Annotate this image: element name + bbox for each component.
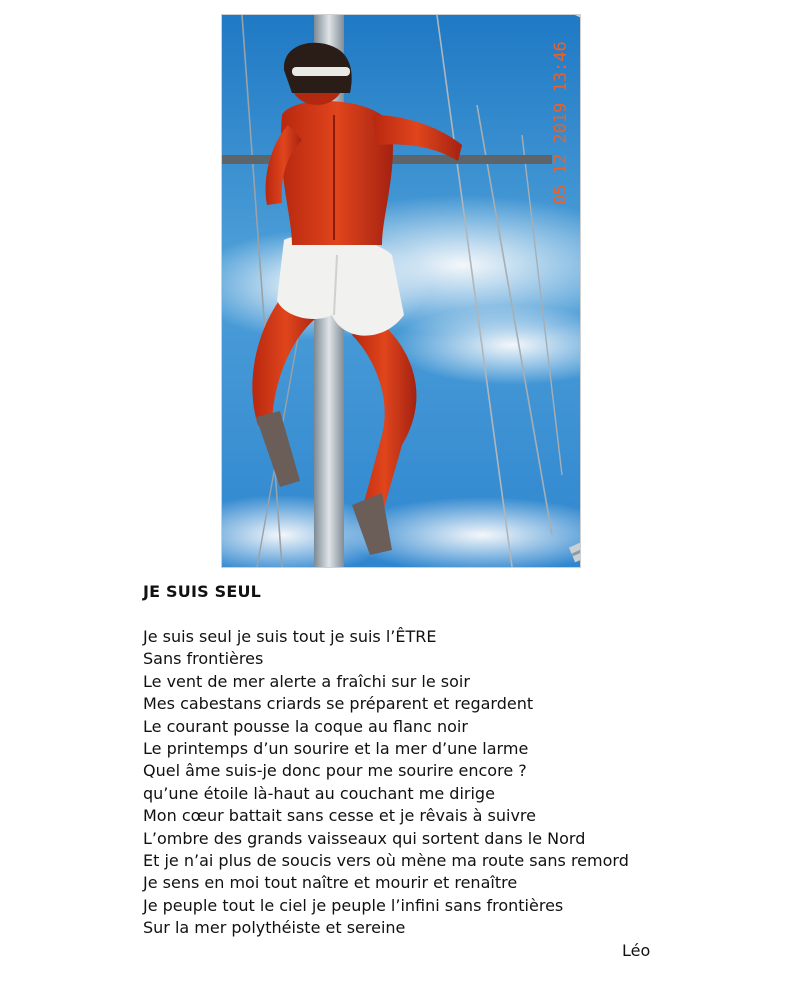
mast-climber-photo (221, 14, 581, 568)
poem-line: Mon cœur battait sans cesse et je rêvais à suivre (143, 806, 536, 826)
poem (143, 582, 683, 940)
poem-line: Le vent de mer alerte a fraîchi sur le soir (143, 671, 470, 691)
poem-line: Quel âme suis-je donc pour me sourire encore ? (143, 761, 527, 781)
poem-line: qu’une étoile là-haut au couchant me dirige (143, 783, 495, 803)
author-signature: Léo (622, 941, 651, 960)
poem-line: Je sens en moi tout naître et mourir et renaître (143, 873, 518, 893)
poem-body (143, 626, 683, 940)
poem-line: L’ombre des grands vaisseaux qui sortent dans le Nord (143, 828, 586, 848)
poem-line: Et je n’ai plus de soucis vers où mène ma route sans remord (143, 851, 629, 871)
poem-line: Je peuple tout le ciel je peuple l’infini sans frontières (143, 895, 564, 915)
date-stamp: 05 12 2019 13:46 (551, 41, 571, 205)
poem-line: Sans frontières (143, 649, 264, 669)
poem-title: JE SUIS SEUL (143, 582, 262, 601)
poem-line: Sur la mer polythéiste et sereine (143, 918, 406, 938)
poem-line: Je suis seul je suis tout je suis l’ÊTRE (143, 627, 437, 646)
photo-illustration (222, 15, 580, 567)
poem-line: Le courant pousse la coque au flanc noir (143, 716, 468, 736)
poem-line: Mes cabestans criards se préparent et regardent (143, 694, 534, 714)
poem-line: Le printemps d’un sourire et la mer d’une larme (143, 739, 529, 759)
